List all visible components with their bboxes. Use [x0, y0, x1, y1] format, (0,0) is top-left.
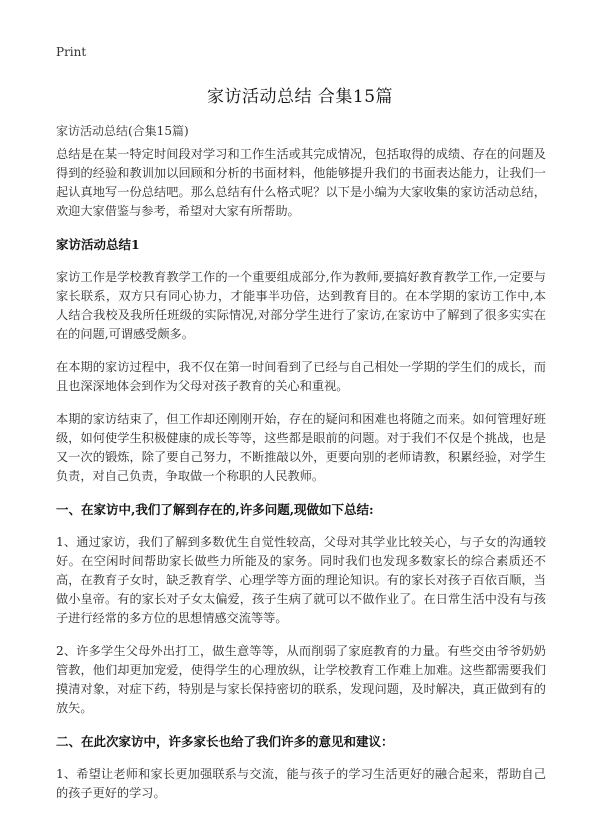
section-1-heading: 家访活动总结1: [56, 237, 140, 252]
document-subtitle: 家访活动总结(合集15篇): [56, 124, 189, 138]
document-title: 家访活动总结 合集15篇: [206, 87, 394, 107]
section-1-paragraph-3: 本期的家访结束了，但工作却还刚刚开始，存在的疑问和困难也将随之而来。如何管理好班级，如何使学生积极健康的成长等等，这些都是眼前的问题。对于我们不仅是个挑战，也是又一次的锻炼，除了要自己努力，不断推敲以外，更要向别的老师请教，积累经验，对学生负责，对自己负责，争取做一个称职的人民教师。: [56, 412, 546, 483]
finding-1: 1、通过家访，我们了解到多数优生自觉性较高，父母对其学业比较关心，与子女的沟通较好。在空闲时间帮助家长做些力所能及的家务。同时我们也发现多数家长的综合素质还不高，在教育子女时，缺乏教育学、心理学等方面的理论知识。有的家长对孩子百依百顺，当做小皇帝。有的家长对子女太偏爱，孩子生病了就可以不做作业了。在日常生活中没有与孩子进行经常的多方位的思想情感交流等等。: [56, 535, 546, 625]
finding-2: 2、许多学生父母外出打工，做生意等等，从而削弱了家庭教育的力量。有些交由爷爷奶奶管教，他们却更加宠爱，使得学生的心理放纵，让学校教育工作难上加难。这些都需要我们摸清对象，对症下药，特别是与家长保持密切的联系，发现问题，及时解决，真正做到有的放矢。: [56, 644, 546, 715]
document-body: [56, 145, 546, 817]
print-label[interactable]: Print: [56, 45, 87, 59]
suggestions-heading: 二、在此次家访中，许多家长也给了我们许多的意见和建议：: [56, 734, 394, 749]
findings-heading: 一、在家访中,我们了解到存在的,许多问题,现做如下总结:: [56, 502, 374, 517]
section-1-paragraph-1: 家访工作是学校教育教学工作的一个重要组成部分,作为教师,要搞好教育教学工作,一定要与家长联系，双方只有同心协力，才能事半功倍，达到教育目的。在本学期的家访工作中,本人结合我校及我所任班级的实际情况,对部分学生进行了家访,在家访中了解到了很多实实在在的问题,可谓感受颇多。: [56, 270, 546, 341]
section-1-paragraph-2: 在本期的家访过程中，我不仅在第一时间看到了已经与自己相处一学期的学生们的成长，而且也深深地体会到作为父母对孩子教育的关心和重视。: [56, 360, 546, 393]
suggestion-1: 1、希望让老师和家长更加强联系与交流，能与孩子的学习生活更好的融合起来，帮助自己的孩子更好的学习。: [56, 767, 546, 800]
intro-paragraph: 总结是在某一特定时间段对学习和工作生活或其完成情况，包括取得的成绩、存在的问题及得到的经验和教训加以回顾和分析的书面材料，他能够提升我们的书面表达能力，让我们一起认真地写一份总结吧。那么总结有什么格式呢？以下是小编为大家收集的家访活动总结，欢迎大家借鉴与参考，希望对大家有所帮助。: [56, 147, 546, 218]
